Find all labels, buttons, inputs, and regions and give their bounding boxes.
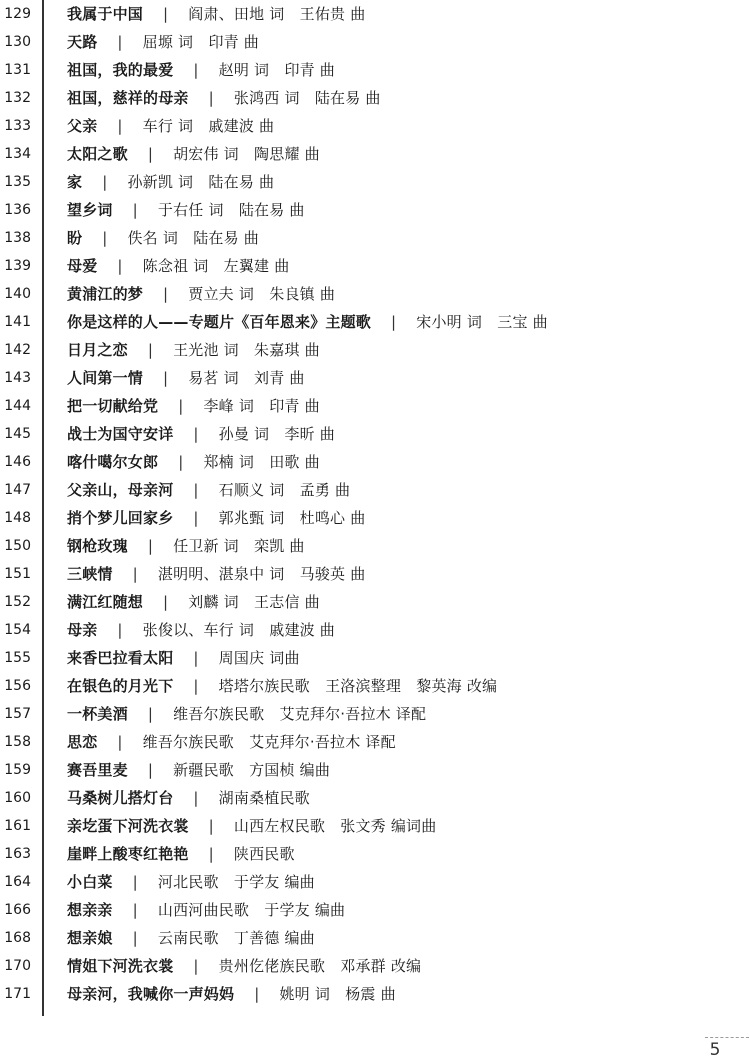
separator: |	[147, 537, 154, 555]
song-title: 一杯美酒	[67, 705, 128, 723]
song-title: 人间第一情	[67, 369, 144, 387]
song-title: 太阳之歌	[67, 145, 128, 163]
toc-entry	[0, 56, 750, 84]
toc-entry	[0, 924, 750, 952]
toc-entry	[0, 784, 750, 812]
song-credit: 姚明 词 杨震 曲	[279, 985, 396, 1003]
song-title: 在银色的月光下	[67, 677, 174, 695]
toc-entry	[0, 196, 750, 224]
song-title: 捎个梦儿回家乡	[67, 509, 174, 527]
song-credit: 陈念祖 词 左翼建 曲	[142, 257, 290, 275]
song-title: 喀什噶尔女郎	[67, 453, 159, 471]
toc-page-number: 157	[4, 706, 31, 722]
toc-entry-text	[67, 28, 259, 56]
song-title: 马桑树儿搭灯台	[67, 789, 174, 807]
toc-entry	[0, 84, 750, 112]
song-title: 祖国，慈祥的母亲	[67, 89, 189, 107]
song-credit: 郑楠 词 田歌 曲	[203, 453, 320, 471]
separator: |	[208, 817, 214, 835]
toc-entry-text	[67, 868, 315, 896]
toc-page-number: 159	[4, 762, 31, 778]
song-title: 盼	[67, 229, 83, 247]
separator: |	[254, 985, 260, 1003]
song-title: 小白菜	[67, 873, 113, 891]
song-title: 情姐下河洗衣裳	[67, 957, 174, 975]
song-title: 崖畔上酸枣红艳艳	[67, 845, 189, 863]
toc-entry	[0, 812, 750, 840]
separator: |	[117, 733, 123, 751]
song-title: 亲圪蛋下河洗衣裳	[67, 817, 189, 835]
toc-entry-text	[67, 280, 335, 308]
toc-page-number: 140	[4, 286, 31, 302]
toc-page-number: 164	[4, 874, 31, 890]
song-title: 你是这样的人——专题片《百年恩来》主题歌	[67, 313, 372, 331]
separator: |	[132, 873, 138, 891]
song-credit: 佚名 词 陆在易 曲	[127, 229, 260, 247]
song-credit: 胡宏伟 词 陶思耀 曲	[173, 145, 320, 163]
separator: |	[208, 845, 214, 863]
song-credit: 阎肃、田地 词 王佑贵 曲	[188, 5, 366, 23]
toc-entry-text	[67, 336, 320, 364]
toc-entry-text	[67, 224, 259, 252]
song-credit: 维吾尔族民歌 艾克拜尔·吾拉木 译配	[173, 705, 427, 723]
song-credit: 维吾尔族民歌 艾克拜尔·吾拉木 译配	[142, 733, 396, 751]
song-credit: 石顺义 词 孟勇 曲	[218, 481, 351, 499]
toc-page-number: 144	[4, 398, 31, 414]
song-credit: 陕西民歌	[233, 845, 295, 863]
toc-page-number: 151	[4, 566, 31, 582]
toc-entry-text	[67, 812, 436, 840]
song-title: 日月之恋	[67, 341, 128, 359]
separator: |	[117, 621, 123, 639]
song-credit: 云南民歌 丁善德 编曲	[157, 929, 315, 947]
song-credit: 易茗 词 刘青 曲	[188, 369, 305, 387]
toc-entry	[0, 420, 750, 448]
song-credit: 张俊以、车行 词 戚建波 曲	[142, 621, 336, 639]
toc-entry	[0, 952, 750, 980]
toc-page-number: 139	[4, 258, 31, 274]
song-credit: 贾立夫 词 朱良镇 曲	[188, 285, 336, 303]
song-credit: 孙曼 词 李昕 曲	[218, 425, 336, 443]
song-credit: 周国庆 词曲	[218, 649, 300, 667]
toc-entry-text	[67, 784, 310, 812]
toc-entry-text	[67, 616, 335, 644]
separator: |	[208, 89, 214, 107]
toc-entry-text	[67, 504, 365, 532]
toc-page-number: 154	[4, 622, 31, 638]
toc-entry-text	[67, 644, 300, 672]
song-credit: 宋小明 词 三宝 曲	[416, 313, 548, 331]
toc-entry-text	[67, 532, 305, 560]
song-credit: 山西左权民歌 张文秀 编词曲	[233, 817, 437, 835]
toc-entry-text	[67, 588, 320, 616]
toc-entry-text	[67, 420, 335, 448]
song-credit: 屈塬 词 印青 曲	[142, 33, 260, 51]
song-credit: 车行 词 戚建波 曲	[142, 117, 275, 135]
separator: |	[132, 929, 138, 947]
separator: |	[147, 341, 154, 359]
separator: |	[117, 33, 123, 51]
separator: |	[193, 649, 199, 667]
toc-entry	[0, 280, 750, 308]
separator: |	[102, 229, 108, 247]
separator: |	[132, 565, 138, 583]
toc-entry	[0, 840, 750, 868]
song-credit: 新疆民歌 方国桢 编曲	[173, 761, 331, 779]
song-credit: 赵明 词 印青 曲	[218, 61, 336, 79]
toc-entry	[0, 392, 750, 420]
song-credit: 张鸿西 词 陆在易 曲	[233, 89, 381, 107]
song-credit: 任卫新 词 栾凯 曲	[173, 537, 305, 555]
toc-entry	[0, 168, 750, 196]
separator: |	[193, 677, 199, 695]
song-credit: 贵州仡佬族民歌 邓承群 改编	[218, 957, 422, 975]
toc-page-number: 146	[4, 454, 31, 470]
toc-entry-text	[67, 0, 365, 28]
song-title: 天路	[67, 33, 98, 51]
song-credit: 湛明明、湛泉中 词 马骏英 曲	[157, 565, 366, 583]
toc-entry-text	[67, 952, 421, 980]
toc-page-number: 142	[4, 342, 31, 358]
song-title: 祖国，我的最爱	[67, 61, 174, 79]
toc-page-number: 155	[4, 650, 31, 666]
toc-entry	[0, 700, 750, 728]
toc-entry-text	[67, 252, 289, 280]
toc-entry	[0, 0, 750, 28]
song-credit: 塔塔尔族民歌 王洛滨整理 黎英海 改编	[218, 677, 498, 695]
toc-entry	[0, 224, 750, 252]
separator: |	[132, 901, 138, 919]
toc-entry	[0, 644, 750, 672]
page-number: 5	[709, 1040, 721, 1060]
separator: |	[193, 957, 199, 975]
song-title: 来香巴拉看太阳	[67, 649, 174, 667]
separator: |	[193, 425, 199, 443]
separator: |	[163, 5, 169, 23]
toc-entry-text	[67, 196, 305, 224]
separator: |	[163, 369, 169, 387]
toc-page-number: 148	[4, 510, 31, 526]
toc-page-number: 132	[4, 90, 31, 106]
toc-page-number: 138	[4, 230, 31, 246]
toc-entry	[0, 364, 750, 392]
toc-entry	[0, 560, 750, 588]
toc-page-number: 163	[4, 846, 31, 862]
separator: |	[132, 201, 138, 219]
toc-page-number: 130	[4, 34, 31, 50]
toc-page-number: 131	[4, 62, 31, 78]
toc-page-number: 171	[4, 986, 31, 1002]
separator: |	[178, 397, 184, 415]
separator: |	[193, 481, 199, 499]
toc-page-number: 134	[4, 146, 31, 162]
toc-page-number: 143	[4, 370, 31, 386]
song-title: 父亲	[67, 117, 98, 135]
toc-entry	[0, 448, 750, 476]
song-title: 家	[67, 173, 83, 191]
toc-entry-text	[67, 56, 335, 84]
toc-entry	[0, 112, 750, 140]
toc-entry-text	[67, 728, 396, 756]
separator: |	[193, 509, 199, 527]
song-credit: 河北民歌 于学友 编曲	[157, 873, 315, 891]
toc-entry	[0, 728, 750, 756]
song-title: 父亲山，母亲河	[67, 481, 174, 499]
toc-entry-text	[67, 448, 320, 476]
toc-entry-text	[67, 560, 365, 588]
separator: |	[147, 761, 154, 779]
separator: |	[147, 145, 154, 163]
toc-entry	[0, 308, 750, 336]
toc-entry	[0, 336, 750, 364]
toc-page-number: 147	[4, 482, 31, 498]
toc-entry-text	[67, 84, 381, 112]
toc-entry	[0, 868, 750, 896]
toc-page-number: 168	[4, 930, 31, 946]
separator: |	[117, 257, 123, 275]
song-credit: 山西河曲民歌 于学友 编曲	[157, 901, 346, 919]
toc-entry	[0, 28, 750, 56]
toc-entry	[0, 252, 750, 280]
song-credit: 湖南桑植民歌	[218, 789, 310, 807]
toc-page-number: 129	[4, 6, 31, 22]
toc-entry	[0, 980, 750, 1008]
toc-entry-text	[67, 980, 396, 1008]
separator: |	[391, 313, 397, 331]
song-title: 满江红随想	[67, 593, 144, 611]
toc-entry-text	[67, 364, 305, 392]
toc-page-number: 145	[4, 426, 31, 442]
toc-page-number: 170	[4, 958, 31, 974]
toc-entry	[0, 756, 750, 784]
toc-page-number: 158	[4, 734, 31, 750]
song-title: 把一切献给党	[67, 397, 159, 415]
toc-entry	[0, 532, 750, 560]
footer-rule	[705, 1037, 749, 1038]
toc-page-number: 141	[4, 314, 31, 330]
toc-page-number: 160	[4, 790, 31, 806]
toc-entry-text	[67, 308, 548, 336]
song-credit: 郭兆甄 词 杜鸣心 曲	[218, 509, 366, 527]
toc-page-number: 152	[4, 594, 31, 610]
toc-entry	[0, 476, 750, 504]
song-title: 思恋	[67, 733, 98, 751]
toc-page-number: 136	[4, 202, 31, 218]
separator: |	[117, 117, 123, 135]
toc-page-number: 166	[4, 902, 31, 918]
toc-entry-text	[67, 168, 274, 196]
song-credit: 孙新凯 词 陆在易 曲	[127, 173, 275, 191]
toc-entry-text	[67, 700, 426, 728]
toc-page-number: 161	[4, 818, 31, 834]
song-title: 我属于中国	[67, 5, 144, 23]
song-credit: 王光池 词 朱嘉琪 曲	[173, 341, 320, 359]
toc-entry	[0, 896, 750, 924]
toc-page-number: 156	[4, 678, 31, 694]
toc-entry	[0, 140, 750, 168]
song-credit: 于右任 词 陆在易 曲	[157, 201, 305, 219]
song-title: 母爱	[67, 257, 98, 275]
separator: |	[147, 705, 154, 723]
song-title: 望乡词	[67, 201, 113, 219]
song-title: 想亲亲	[67, 901, 113, 919]
toc-entry-text	[67, 896, 345, 924]
toc-page-number: 135	[4, 174, 31, 190]
toc-entry	[0, 616, 750, 644]
toc-page-number: 133	[4, 118, 31, 134]
toc-entry-text	[67, 672, 497, 700]
song-title: 三峡情	[67, 565, 113, 583]
song-credit: 刘麟 词 王志信 曲	[188, 593, 320, 611]
toc-entry	[0, 504, 750, 532]
separator: |	[102, 173, 108, 191]
toc-entry-text	[67, 756, 330, 784]
toc-entry	[0, 588, 750, 616]
song-title: 母亲	[67, 621, 98, 639]
separator: |	[163, 593, 169, 611]
toc-entry-text	[67, 476, 350, 504]
separator: |	[163, 285, 169, 303]
song-title: 赛吾里麦	[67, 761, 128, 779]
toc-entry-text	[67, 392, 320, 420]
song-title: 战士为国守安详	[67, 425, 174, 443]
separator: |	[193, 61, 199, 79]
song-title: 母亲河，我喊你一声妈妈	[67, 985, 235, 1003]
song-title: 想亲娘	[67, 929, 113, 947]
toc-entry-text	[67, 840, 295, 868]
toc-entry	[0, 672, 750, 700]
toc-page-number: 150	[4, 538, 31, 554]
separator: |	[178, 453, 184, 471]
toc-entry-text	[67, 924, 315, 952]
song-credit: 李峰 词 印青 曲	[203, 397, 320, 415]
separator: |	[193, 789, 199, 807]
song-title: 黄浦江的梦	[67, 285, 144, 303]
toc-entry-text	[67, 140, 320, 168]
song-title: 钢枪玫瑰	[67, 537, 128, 555]
toc-entry-text	[67, 112, 274, 140]
